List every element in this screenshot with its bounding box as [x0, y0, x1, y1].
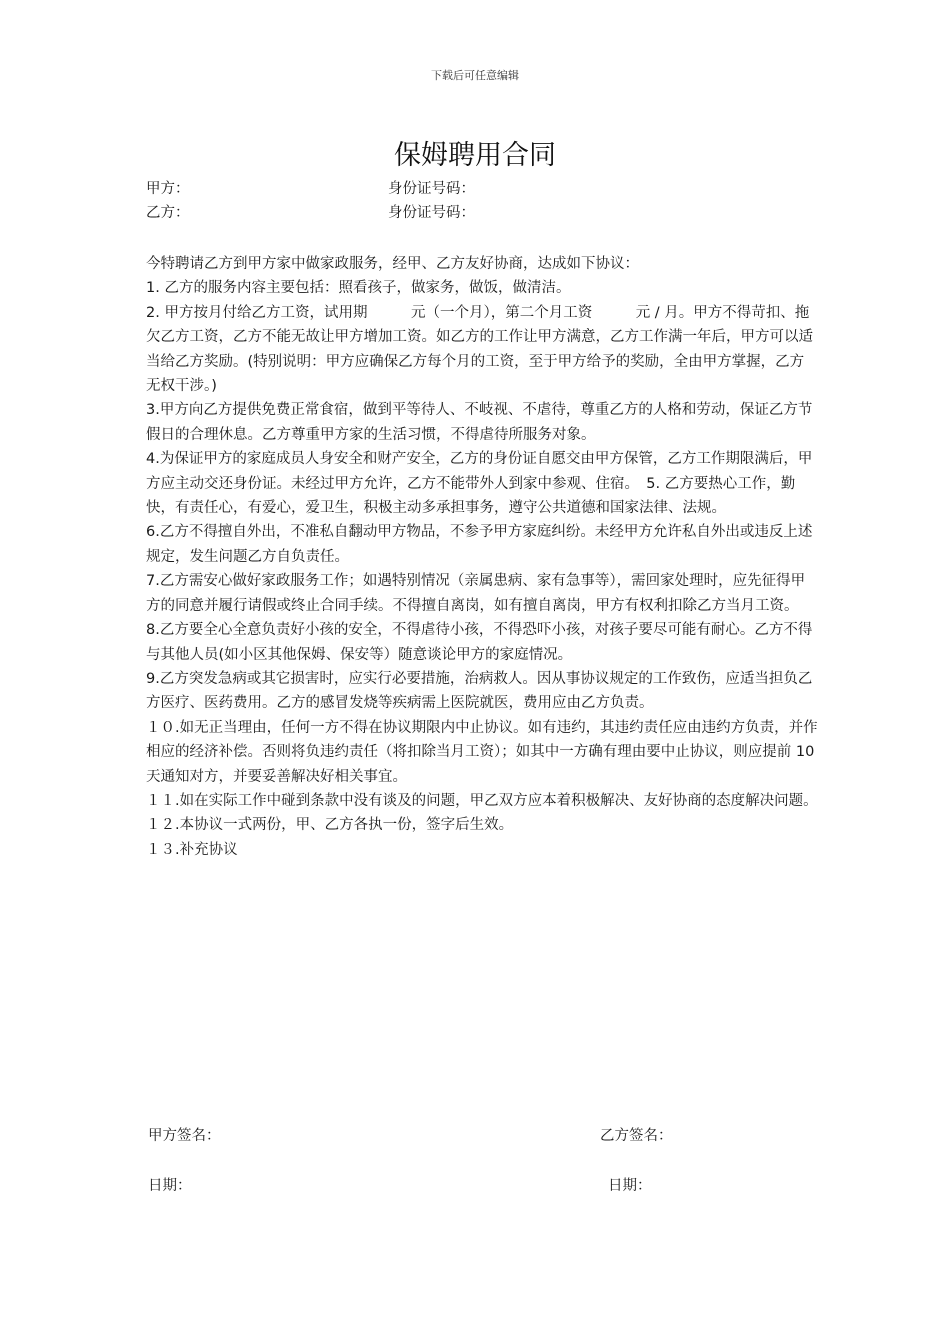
- clause-8: 8.乙方要全心全意负责好小孩的安全，不得虐待小孩，不得恐吓小孩，对孩子要尽可能有耐心。乙方不得与其他人员(如小区其他保姆、保安等）随意谈论甲方的家庭情况。: [146, 622, 813, 663]
- contract-body: [146, 252, 818, 862]
- party-b-id-label: 身份证号码：: [388, 205, 475, 221]
- party-b-label: 乙方：: [146, 205, 190, 221]
- clause-13: １３.补充协议: [146, 841, 238, 858]
- clause-2: 2. 甲方按月付给乙方工资，试用期 元（一个月），第二个月工资 元 / 月。甲方不得苛扣、拖欠乙方工资，乙方不能无故让甲方增加工资。如乙方的工作让甲方满意，乙方工作满一年后，甲方可以适当给乙方奖励。(特别说明：甲方应确保乙方每个月的工资，至于甲方给予的奖励，全由甲方掌握，乙方无权干涉。): [146, 304, 813, 395]
- clause-1: 1. 乙方的服务内容主要包括：照看孩子，做家务，做饭，做清洁。: [146, 280, 571, 297]
- clause-12: １２.本协议一式两份，甲、乙方各执一份，签字后生效。: [146, 817, 514, 834]
- party-a-label: 甲方：: [146, 181, 190, 197]
- clause-6: 6.乙方不得擅自外出，不准私自翻动甲方物品，不参予甲方家庭纠纷。未经甲方允许私自外出或违反上述规定，发生问题乙方自负责任。: [146, 524, 813, 565]
- clause-9: 9.乙方突发急病或其它损害时，应实行必要措施，治病救人。因从事协议规定的工作致伤，应适当担负乙方医疗、医药费用。乙方的感冒发烧等疾病需上医院就医，费用应由乙方负责。: [146, 670, 813, 712]
- clause-4-5: 4.为保证甲方的家庭成员人身安全和财产安全，乙方的身份证自愿交由甲方保管，乙方工作期限满后，甲方应主动交还身份证。未经过甲方允许，乙方不能带外人到家中参观、住宿。 5. 乙方要热心工作，勤快，有责任心，有爱心，爱卫生，积极主动多承担事务，遵守公共道德和国家法律、法规。: [146, 451, 813, 517]
- clause-7: 7.乙方需安心做好家政服务工作；如遇特别情况（亲属患病、家有急事等），需回家处理时，应先征得甲方的同意并履行请假或终止合同手续。不得擅自离岗，如有擅自离岗，甲方有权利扣除乙方当月工资。: [146, 573, 806, 614]
- clause-11: １１.如在实际工作中碰到条款中没有谈及的问题，甲乙双方应本着积极解决、友好协商的态度解决问题。: [146, 792, 818, 809]
- party-b-date-label: 日期：: [608, 1178, 652, 1194]
- clause-3: 3.甲方向乙方提供免费正常食宿，做到平等待人、不岐视、不虐待，尊重乙方的人格和劳动，保证乙方节假日的合理休息。乙方尊重甲方家的生活习惯，不得虐待所服务对象。: [146, 402, 813, 443]
- party-a-date-label: 日期：: [148, 1178, 192, 1194]
- party-a-signature-label: 甲方签名：: [148, 1128, 221, 1144]
- header-note: 下载后可任意编辑: [431, 69, 519, 82]
- party-b-signature-label: 乙方签名：: [600, 1128, 673, 1144]
- intro-paragraph: 今特聘请乙方到甲方家中做家政服务，经甲、乙方友好协商，达成如下协议：: [146, 256, 639, 272]
- party-a-id-label: 身份证号码：: [388, 181, 475, 197]
- document-title: 保姆聘用合同: [394, 140, 556, 171]
- clause-10: １０.如无正当理由，任何一方不得在协议期限内中止协议。如有违约，其违约责任应由违约方负责，并作相应的经济补偿。否则将负违约责任（将扣除当月工资）；如其中一方确有理由要中止协议，则应提前 10 天通知对方，并要妥善解决好相关事宜。: [146, 719, 818, 785]
